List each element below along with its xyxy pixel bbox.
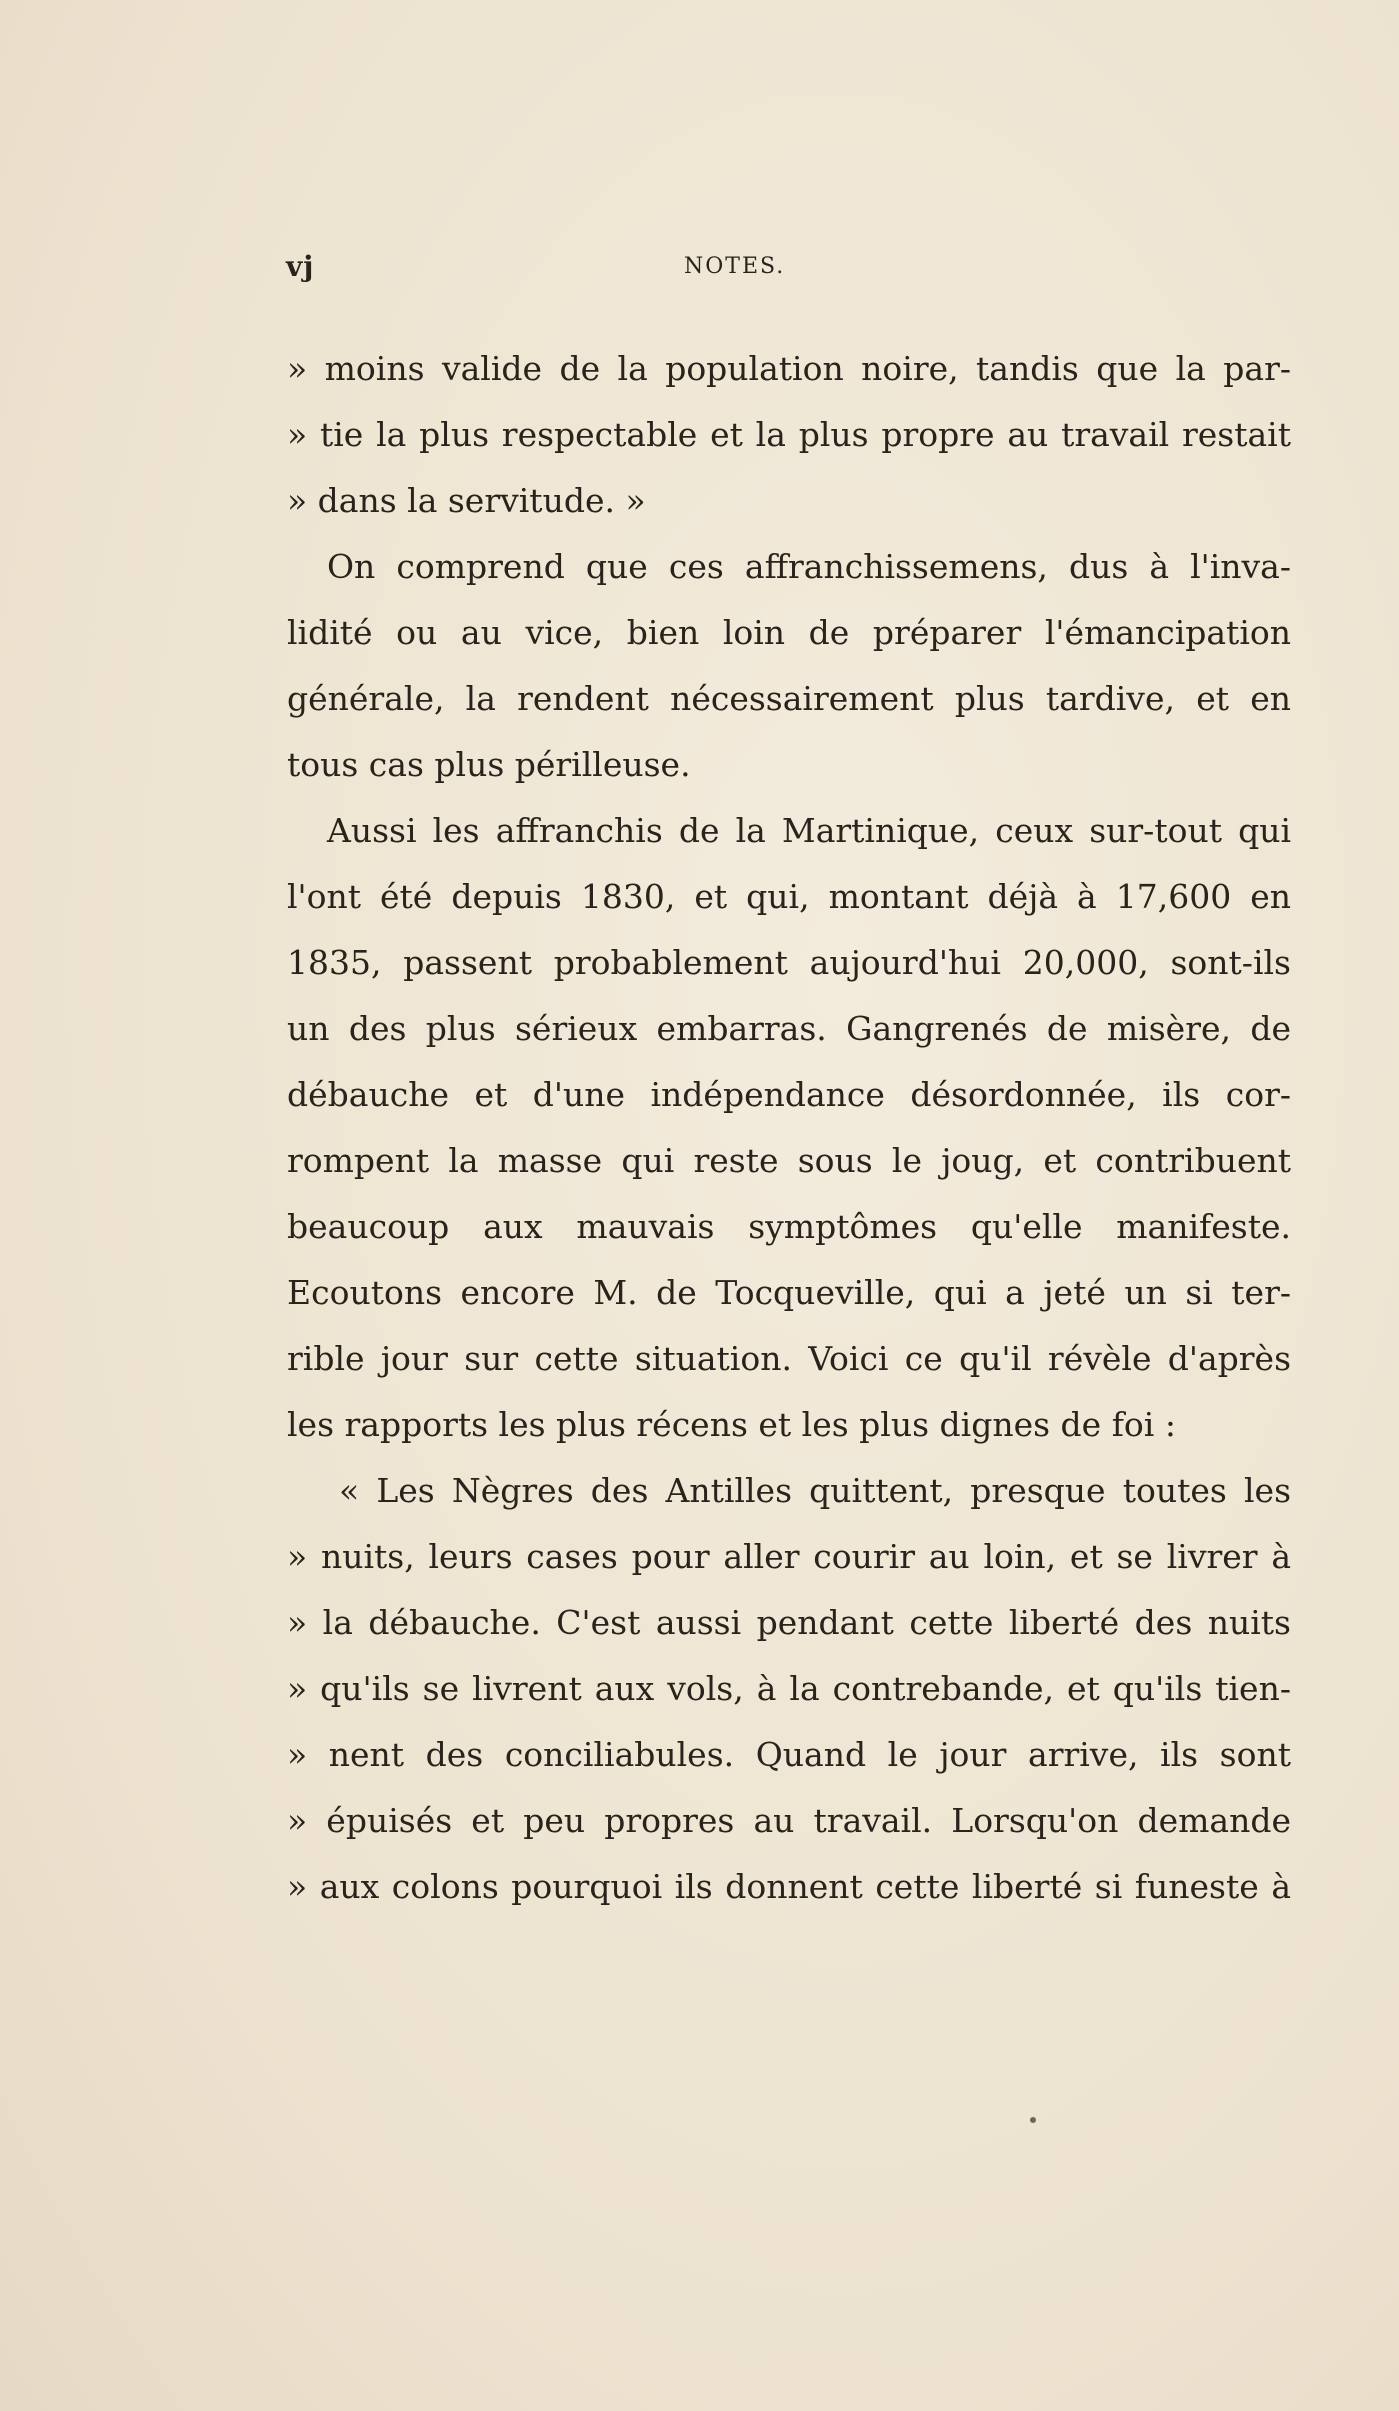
text-line: On comprend que ces affranchissemens, dus à l'inva- [327,547,1291,586]
text-line: » qu'ils se livrent aux vols, à la contrebande, et qu'ils tien- [287,1669,1291,1708]
page-number: vj [286,250,315,283]
text-line: un des plus sérieux embarras. Gangrenés de misère, de [287,1009,1291,1048]
paper-speck [1030,2117,1036,2123]
text-line: rible jour sur cette situation. Voici ce qu'il révèle d'après [287,1339,1291,1378]
text-line: débauche et d'une indépendance désordonnée, ils cor- [287,1075,1291,1114]
text-line: lidité ou au vice, bien loin de préparer l'émancipation [287,613,1291,652]
text-line: » nuits, leurs cases pour aller courir au loin, et se livrer à [287,1537,1291,1576]
text-line: » la débauche. C'est aussi pendant cette liberté des nuits [287,1603,1291,1642]
text-line: 1835, passent probablement aujourd'hui 20,000, sont-ils [287,943,1291,982]
text-line: rompent la masse qui reste sous le joug, et contribuent [287,1141,1291,1180]
text-line: « Les Nègres des Antilles quittent, presque toutes les [339,1471,1291,1510]
text-line: Ecoutons encore M. de Tocqueville, qui a jeté un si ter- [287,1273,1291,1312]
text-line: » aux colons pourquoi ils donnent cette liberté si funeste à [287,1867,1291,1906]
text-line: beaucoup aux mauvais symptômes qu'elle manifeste. [287,1207,1291,1246]
text-line: tous cas plus périlleuse. [287,745,691,784]
text-line: » nent des conciliabules. Quand le jour arrive, ils sont [287,1735,1291,1774]
page-header [286,250,1291,290]
body-text [287,336,1291,1920]
text-line: les rapports les plus récens et les plus dignes de foi : [287,1405,1176,1444]
text-line: » dans la servitude. » [287,481,646,520]
text-line: » épuisés et peu propres au travail. Lorsqu'on demande [287,1801,1291,1840]
text-line: » tie la plus respectable et la plus propre au travail restait [287,415,1291,454]
text-line: générale, la rendent nécessairement plus tardive, et en [287,679,1291,718]
text-line: » moins valide de la population noire, tandis que la par- [287,349,1291,388]
text-line: Aussi les affranchis de la Martinique, ceux sur-tout qui [327,811,1291,850]
running-title: NOTES. [684,254,786,279]
text-line: l'ont été depuis 1830, et qui, montant déjà à 17,600 en [287,877,1291,916]
